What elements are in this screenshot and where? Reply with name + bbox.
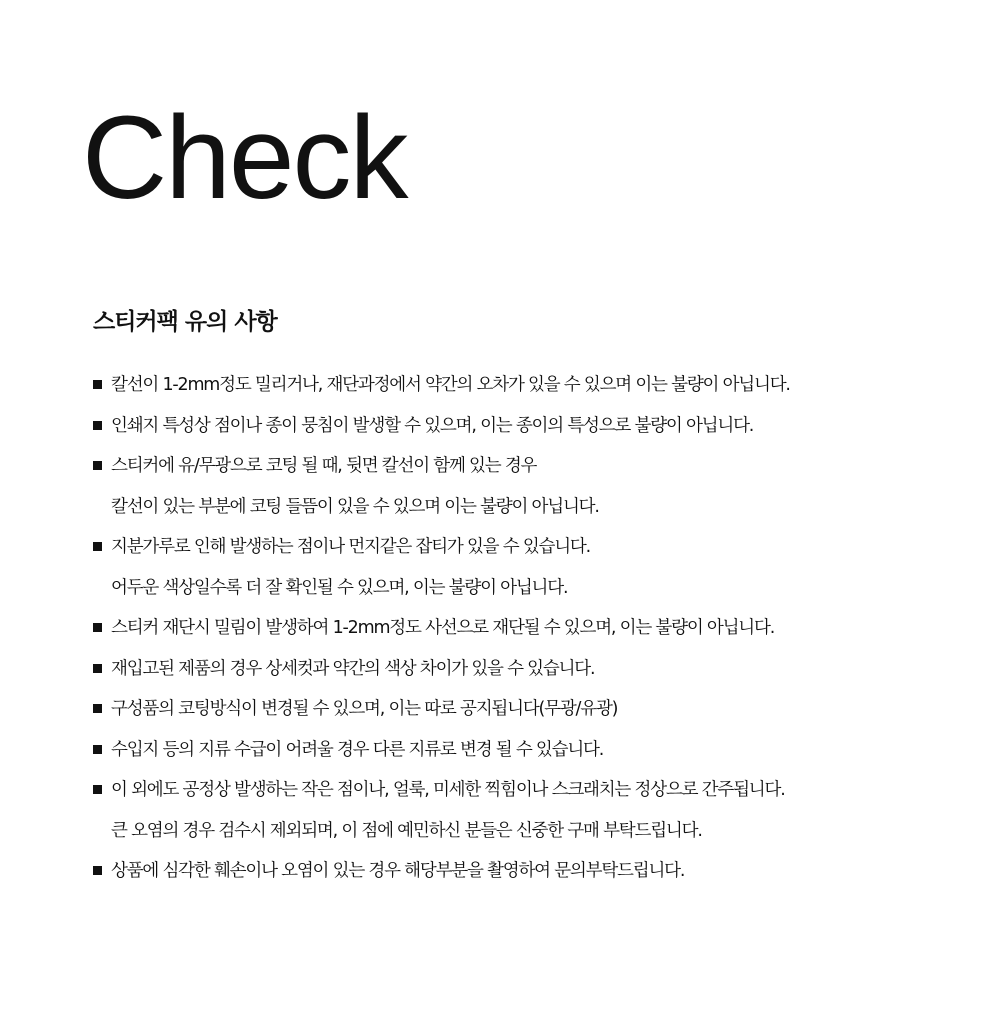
- notice-line: 스티커 재단시 밀림이 발생하여 1-2mm정도 사선으로 재단될 수 있으며, 이는 불량이 아닙니다.: [111, 618, 775, 638]
- notice-item: [93, 689, 983, 730]
- notice-line: 구성품의 코팅방식이 변경될 수 있으며, 이는 따로 공지됩니다(무광/유광): [111, 699, 618, 719]
- square-bullet-icon: [93, 623, 102, 632]
- page-title: Check: [82, 92, 407, 224]
- square-bullet-icon: [93, 785, 102, 794]
- notice-line: 상품에 심각한 훼손이나 오염이 있는 경우 해당부분을 촬영하여 문의부탁드립니다.: [111, 861, 685, 881]
- notice-line: 칼선이 있는 부분에 코팅 들뜸이 있을 수 있으며 이는 불량이 아닙니다.: [111, 496, 599, 517]
- notice-item: [93, 365, 983, 406]
- notice-item: [93, 446, 983, 527]
- notice-line: 이 외에도 공정상 발생하는 작은 점이나, 얼룩, 미세한 찍힘이나 스크래치는 정상으로 간주됩니다.: [111, 780, 785, 800]
- square-bullet-icon: [93, 461, 102, 470]
- notice-item: [93, 730, 983, 771]
- notice-line: 지분가루로 인해 발생하는 점이나 먼지같은 잡티가 있을 수 있습니다.: [111, 537, 591, 557]
- notice-line: 인쇄지 특성상 점이나 종이 뭉침이 발생할 수 있으며, 이는 종이의 특성으로 불량이 아닙니다.: [111, 415, 754, 436]
- notice-line: 스티커에 유/무광으로 코팅 될 때, 뒷면 칼선이 함께 있는 경우: [111, 456, 537, 476]
- square-bullet-icon: [93, 664, 102, 673]
- notice-line: 큰 오염의 경우 검수시 제외되며, 이 점에 예민하신 분들은 신중한 구매 부탁드립니다.: [111, 820, 702, 841]
- notice-list: [93, 365, 983, 892]
- notice-line: 수입지 등의 지류 수급이 어려울 경우 다른 지류로 변경 될 수 있습니다.: [111, 739, 604, 760]
- notice-item: [93, 649, 983, 690]
- section-heading: 스티커팩 유의 사항: [93, 309, 277, 335]
- notice-item: [93, 406, 983, 447]
- square-bullet-icon: [93, 745, 102, 754]
- notice-item: [93, 608, 983, 649]
- notice-item: [93, 527, 983, 608]
- square-bullet-icon: [93, 704, 102, 713]
- square-bullet-icon: [93, 866, 102, 875]
- square-bullet-icon: [93, 542, 102, 551]
- notice-line: 칼선이 1-2mm정도 밀리거나, 재단과정에서 약간의 오차가 있을 수 있으며 이는 불량이 아닙니다.: [111, 375, 790, 395]
- notice-item: [93, 770, 983, 851]
- square-bullet-icon: [93, 421, 102, 430]
- square-bullet-icon: [93, 380, 102, 389]
- notice-line: 어두운 색상일수록 더 잘 확인될 수 있으며, 이는 불량이 아닙니다.: [111, 577, 568, 598]
- notice-item: [93, 851, 983, 892]
- notice-line: 재입고된 제품의 경우 상세컷과 약간의 색상 차이가 있을 수 있습니다.: [111, 658, 595, 679]
